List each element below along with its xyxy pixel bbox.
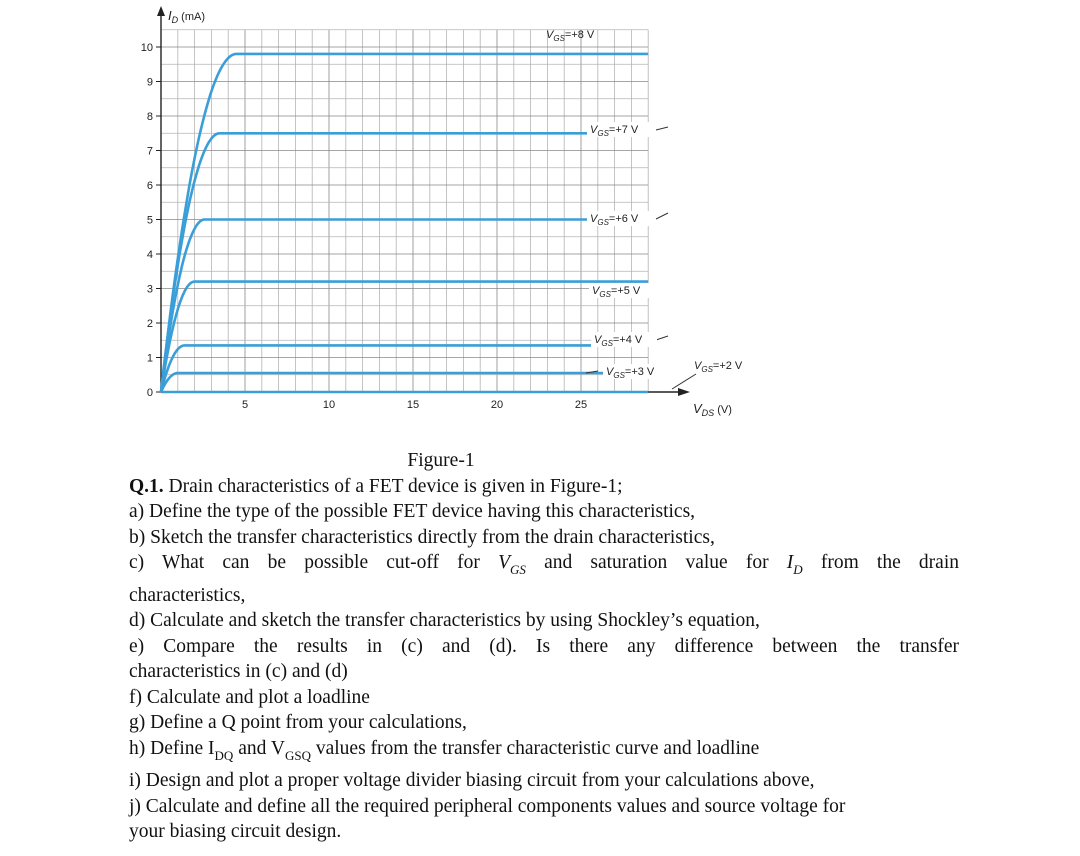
x-tick-label: 10 bbox=[322, 399, 336, 411]
chart-grid bbox=[161, 30, 648, 392]
curve-label-vgs-8 bbox=[546, 29, 595, 43]
question-f: f) Calculate and plot a loadline bbox=[129, 686, 370, 708]
curves bbox=[161, 54, 648, 392]
curve-vgs-5 bbox=[161, 282, 648, 392]
curve-label-vgs-2 bbox=[672, 360, 743, 389]
curve-label-vgs-7 bbox=[587, 122, 668, 138]
curve-label-vgs-6 bbox=[587, 211, 668, 227]
question-a: a) Define the type of the possible FET device having this characteristics, bbox=[129, 501, 696, 522]
y-tick-label: 8 bbox=[146, 111, 153, 123]
label-leader-line bbox=[656, 213, 668, 219]
question-text bbox=[129, 448, 959, 845]
y-axis-arrow-icon bbox=[157, 6, 165, 16]
y-tick-label: 7 bbox=[146, 145, 153, 158]
question-j: j) Calculate and define all the required peripheral components values and source voltage for bbox=[129, 795, 846, 817]
label-leader-line bbox=[656, 127, 668, 130]
y-tick-label: 1 bbox=[146, 352, 153, 365]
y-tick-label: 5 bbox=[146, 214, 153, 227]
x-tick-label: 20 bbox=[490, 399, 504, 411]
y-tick-label: 10 bbox=[140, 42, 153, 54]
curve-vgs-4 bbox=[161, 345, 648, 392]
question-b: b) Sketch the transfer characteristics directly from the drain characteristics, bbox=[129, 526, 715, 548]
question-e: e) Compare the results in (c) and (d). Is there any difference between the transfer bbox=[129, 635, 959, 657]
curve-vgs-7 bbox=[161, 133, 648, 392]
x-tick-label: 5 bbox=[241, 399, 249, 411]
y-tick-label: 6 bbox=[146, 180, 153, 192]
figure-caption: Figure-1 bbox=[407, 450, 475, 471]
x-axis-label: $V_{DS}$ (V) bbox=[693, 401, 732, 418]
curve-vgs-8 bbox=[161, 54, 648, 392]
curve-label-vgs-5 bbox=[589, 283, 655, 299]
y-axis-label: $I_D$ (mA) bbox=[168, 8, 206, 25]
y-tick-label: 2 bbox=[146, 318, 153, 330]
question-i: i) Design and plot a proper voltage divider biasing circuit from your calculations above, bbox=[129, 770, 815, 791]
question-j-continued: your biasing circuit design. bbox=[129, 821, 342, 842]
curve-label-text: $V_{GS}=+8$ V bbox=[546, 29, 595, 43]
curve-label-text: $V_{GS}=+3$ V bbox=[606, 366, 655, 380]
y-tick-label: 0 bbox=[146, 387, 153, 399]
curve-label-vgs-4 bbox=[591, 332, 668, 348]
curve-label-text: $V_{GS}=+4$ V bbox=[594, 334, 643, 348]
label-leader-line bbox=[672, 374, 696, 389]
question-g: g) Define a Q point from your calculations, bbox=[129, 712, 467, 733]
curve-label-text: $V_{GS}=+7$ V bbox=[590, 124, 639, 138]
curve-vgs-3 bbox=[161, 373, 648, 392]
question-c-continued: characteristics, bbox=[129, 584, 246, 606]
x-axis-arrow-icon bbox=[678, 388, 690, 396]
question-h: h) Define $I_{DQ}$ and $V_{GSQ}$ values from the transfer characteristic curve and loadline bbox=[129, 737, 760, 763]
y-tick-label: 4 bbox=[146, 249, 153, 261]
question-intro: Q.1. Drain characteristics of a FET device is given in Figure-1; bbox=[129, 475, 623, 497]
question-number: Q.1. bbox=[129, 475, 164, 497]
x-tick-label: 25 bbox=[574, 399, 588, 411]
y-tick-label: 9 bbox=[146, 76, 153, 89]
x-tick-label: 15 bbox=[406, 399, 420, 411]
question-d: d) Calculate and sketch the transfer characteristics by using Shockley’s equation, bbox=[129, 610, 760, 631]
curve-labels bbox=[546, 29, 743, 389]
y-tick-label: 3 bbox=[146, 283, 153, 296]
label-leader-line bbox=[656, 336, 668, 340]
curve-label-text: $V_{GS}=+6$ V bbox=[590, 213, 639, 227]
question-e-continued: characteristics in (c) and (d) bbox=[129, 661, 348, 682]
curve-label-text: $V_{GS}=+2$ V bbox=[694, 360, 743, 374]
curve-label-text: $V_{GS}=+5$ V bbox=[592, 285, 641, 299]
axis-ticks bbox=[141, 42, 587, 411]
question-c: c) What can be possible cut-off for $V_{GS}$ and saturation value for $I_D$ from the drain bbox=[129, 552, 959, 577]
